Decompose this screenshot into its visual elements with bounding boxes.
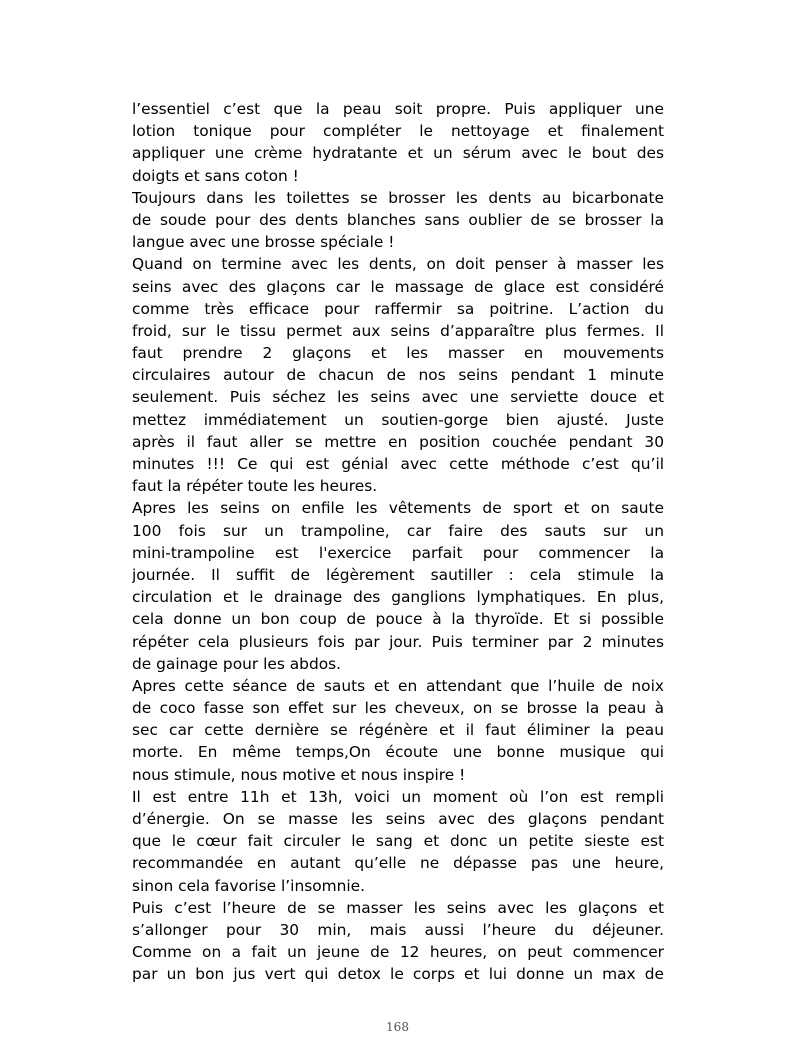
text-line: Puis c’est l’heure de se masser les seins avec les glaçons et [132, 898, 664, 917]
text-line: recommandée en autant qu’elle ne dépasse pas une heure, [132, 854, 664, 873]
text-line: mettez immédiatement un soutien-gorge bien ajusté. Juste [132, 410, 664, 429]
text-line: circulaires autour de chacun de nos seins pendant 1 minute [132, 366, 664, 385]
text-line: doigts et sans coton ! [132, 166, 299, 185]
text-line: Apres cette séance de sauts et en attendant que l’huile de noix [132, 676, 664, 695]
text-line: répéter cela plusieurs fois par jour. Puis terminer par 2 minutes [132, 632, 664, 651]
text-line: circulation et le drainage des ganglions lymphatiques. En plus, [132, 588, 664, 607]
text-line: morte. En même temps,On écoute une bonne musique qui [132, 743, 664, 762]
text-line: sec car cette dernière se régénère et il faut éliminer la peau [132, 721, 664, 740]
text-line: Comme on a fait un jeune de 12 heures, on peut commencer [132, 943, 664, 962]
text-line: lotion tonique pour compléter le nettoyage et finalement [132, 122, 664, 141]
text-line: Il est entre 11h et 13h, voici un moment où l’on est rempli [132, 787, 664, 806]
text-line: langue avec une brosse spéciale ! [132, 233, 395, 252]
text-line: de coco fasse son effet sur les cheveux, on se brosse la peau à [132, 699, 664, 718]
paragraph [132, 98, 664, 187]
text-line: seins avec des glaçons car le massage de glace est considéré [132, 277, 664, 296]
text-line: de soude pour des dents blanches sans oublier de se brosser la [132, 210, 664, 229]
text-line: journée. Il suffit de légèrement sautiller : cela stimule la [132, 565, 664, 584]
text-line: faut prendre 2 glaçons et les masser en mouvements [132, 344, 664, 363]
paragraph [132, 253, 664, 497]
text-line: froid, sur le tissu permet aux seins d’apparaître plus fermes. Il [132, 321, 664, 340]
page-number: 168 [386, 1020, 409, 1034]
text-line: que le cœur fait circuler le sang et donc un petite sieste est [132, 832, 664, 851]
text-line: s’allonger pour 30 min, mais aussi l’heure du déjeuner. [132, 920, 664, 939]
text-line: 100 fois sur un trampoline, car faire des sauts sur un [132, 521, 664, 540]
text-line: Toujours dans les toilettes se brosser les dents au bicarbonate [132, 188, 664, 207]
text-line: Apres les seins on enfile les vêtements de sport et on saute [132, 499, 664, 518]
text-line: de gainage pour les abdos. [132, 654, 342, 673]
text-line: comme très efficace pour raffermir sa poitrine. L’action du [132, 299, 664, 318]
text-line: après il faut aller se mettre en position couchée pendant 30 [132, 432, 664, 451]
text-line: mini-trampoline est l'exercice parfait pour commencer la [132, 543, 664, 562]
text-line: nous stimule, nous motive et nous inspire ! [132, 765, 466, 784]
text-line: d’énergie. On se masse les seins avec des glaçons pendant [132, 810, 664, 828]
body-text [132, 98, 664, 986]
paragraph [132, 675, 664, 786]
paragraph [132, 897, 664, 986]
text-line: Quand on termine avec les dents, on doit penser à masser les [132, 255, 664, 274]
paragraph [132, 786, 664, 897]
text-line: l’essentiel c’est que la peau soit propre. Puis appliquer une [132, 100, 664, 118]
paragraph [132, 497, 664, 675]
paragraph [132, 187, 664, 254]
text-line: sinon cela favorise l’insomnie. [132, 876, 366, 895]
text-line: par un bon jus vert qui detox le corps et lui donne un max de [132, 965, 664, 984]
text-line: faut la répéter toute les heures. [132, 477, 378, 496]
text-line: cela donne un bon coup de pouce à la thyroïde. Et si possible [132, 610, 664, 629]
text-line: appliquer une crème hydratante et un sérum avec le bout des [132, 144, 664, 163]
text-line: minutes !!! Ce qui est génial avec cette méthode c’est qu’il [132, 455, 664, 473]
text-line: seulement. Puis séchez les seins avec une serviette douce et [132, 388, 664, 407]
